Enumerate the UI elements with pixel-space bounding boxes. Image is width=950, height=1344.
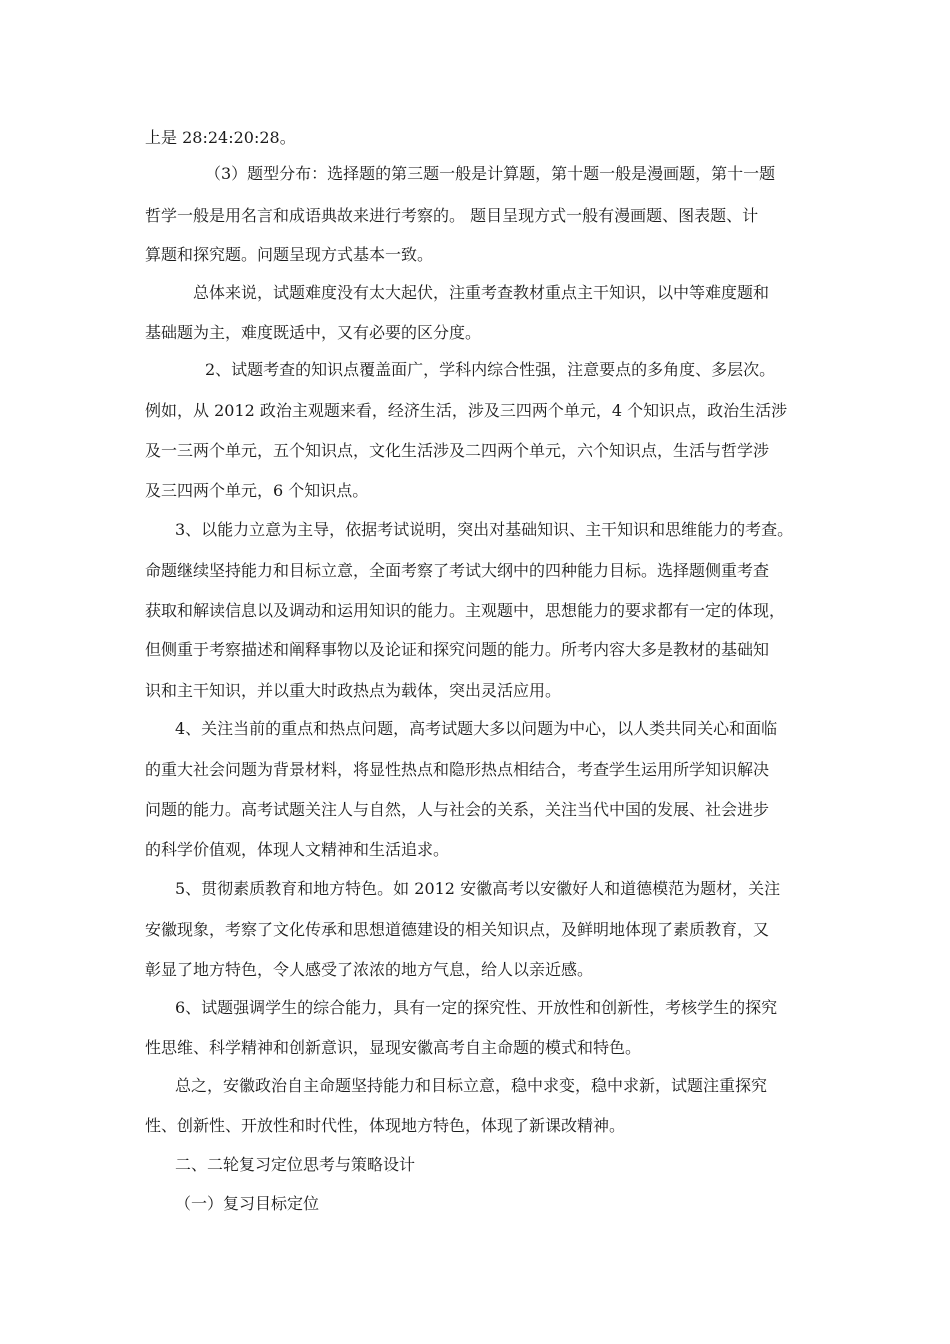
- text-line: 算题和探究题。问题呈现方式基本一致。: [145, 245, 434, 264]
- text-line: 例如，从 2012 政治主观题来看，经济生活，涉及三四两个单元，4 个知识点，政治生活涉: [145, 401, 788, 420]
- text-line: 4、关注当前的重点和热点问题，高考试题大多以问题为中心，以人类共同关心和面临: [175, 719, 778, 738]
- text-line: 3、以能力立意为主导，依据考试说明，突出对基础知识、主干知识和思维能力的考查。: [175, 520, 794, 539]
- text-line: 识和主干知识，并以重大时政热点为载体，突出灵活应用。: [145, 681, 562, 700]
- text-line: 5、贯彻素质教育和地方特色。如 2012 安徽高考以安徽好人和道德模范为题材，关注: [175, 879, 781, 898]
- text-line: 性、创新性、开放性和时代性，体现地方特色，体现了新课改精神。: [145, 1116, 626, 1135]
- section-heading: 二、二轮复习定位思考与策略设计: [175, 1155, 416, 1174]
- text-line: 命题继续坚持能力和目标立意，全面考察了考试大纲中的四种能力目标。选择题侧重考查: [145, 561, 770, 580]
- text-line: 6、试题强调学生的综合能力，具有一定的探究性、开放性和创新性，考核学生的探究: [175, 998, 778, 1017]
- subsection-heading: （一）复习目标定位: [175, 1194, 320, 1213]
- text-line: 但侧重于考察描述和阐释事物以及论证和探究问题的能力。所考内容大多是教材的基础知: [145, 640, 770, 659]
- text-line: 的重大社会问题为背景材料，将显性热点和隐形热点相结合，考查学生运用所学知识解决: [145, 760, 770, 779]
- text-line: 问题的能力。高考试题关注人与自然，人与社会的关系，关注当代中国的发展、社会进步: [145, 800, 770, 819]
- text-line: 性思维、科学精神和创新意识，显现安徽高考自主命题的模式和特色。: [145, 1038, 642, 1057]
- text-line: （3）题型分布：选择题的第三题一般是计算题，第十题一般是漫画题，第十一题: [205, 164, 776, 183]
- text-line: 的科学价值观，体现人文精神和生活追求。: [145, 840, 450, 859]
- text-line: 获取和解读信息以及调动和运用知识的能力。主观题中，思想能力的要求都有一定的体现，: [145, 601, 786, 620]
- text-line: 及一三两个单元，五个知识点，文化生活涉及二四两个单元，六个知识点，生活与哲学涉: [145, 441, 770, 460]
- text-line: 总体来说，试题难度没有太大起伏，注重考查教材重点主干知识，以中等难度题和: [193, 283, 770, 302]
- text-line: 上是 28:24:20:28。: [145, 128, 296, 147]
- text-line: 哲学一般是用名言和成语典故来进行考察的。 题目呈现方式一般有漫画题、图表题、计: [145, 206, 759, 225]
- text-line: 总之，安徽政治自主命题坚持能力和目标立意，稳中求变，稳中求新，试题注重探究: [175, 1076, 768, 1095]
- text-line: 2、试题考查的知识点覆盖面广，学科内综合性强，注意要点的多角度、多层次。: [205, 360, 776, 379]
- text-line: 安徽现象，考察了文化传承和思想道德建设的相关知识点，及鲜明地体现了素质教育，又: [145, 920, 770, 939]
- text-line: 及三四两个单元，6 个知识点。: [145, 481, 369, 500]
- text-line: 基础题为主，难度既适中，又有必要的区分度。: [145, 323, 482, 342]
- text-line: 彰显了地方特色，令人感受了浓浓的地方气息，给人以亲近感。: [145, 960, 594, 979]
